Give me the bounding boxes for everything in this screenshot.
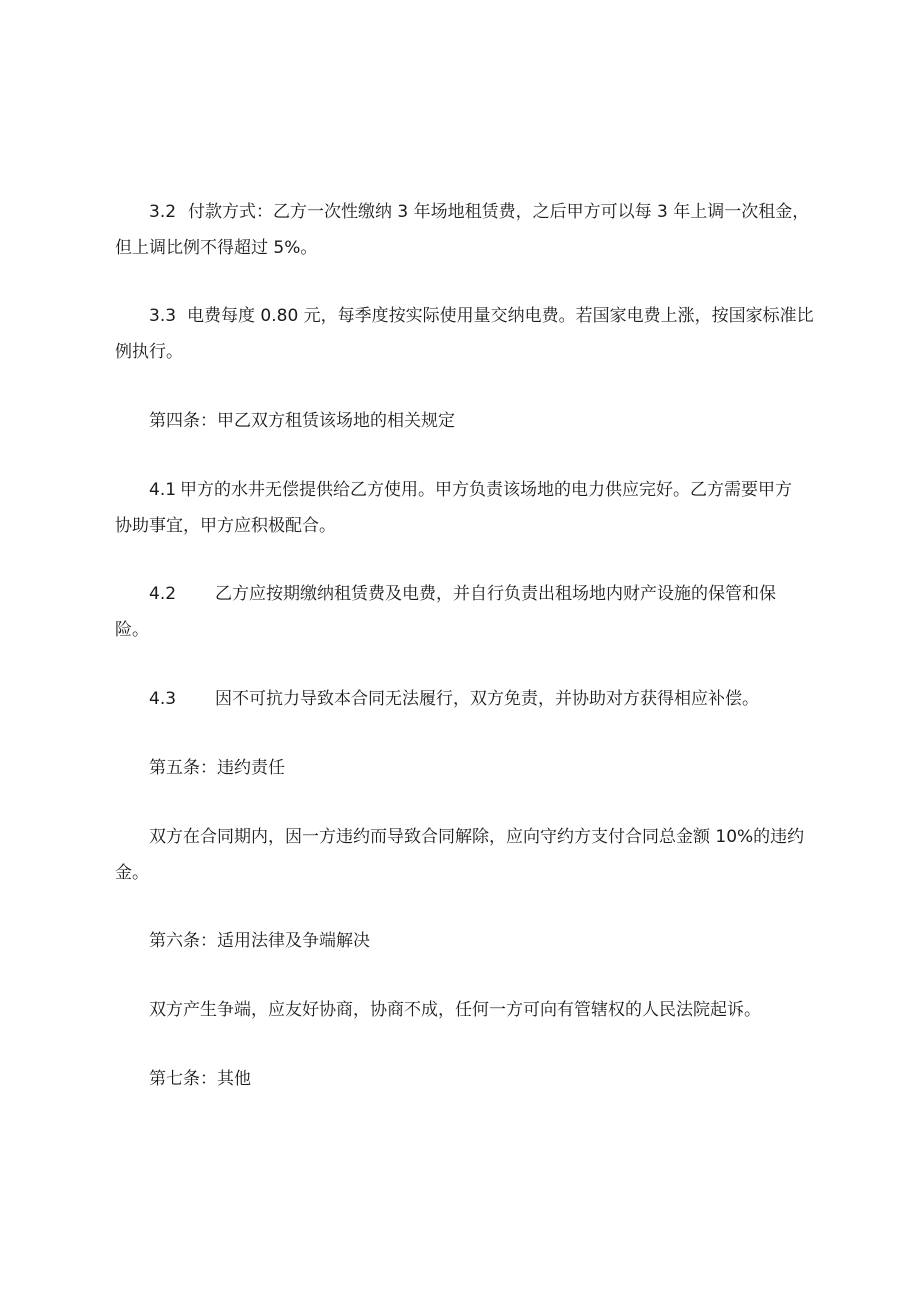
clause-3-3-line-2: 例执行。 — [115, 342, 183, 362]
clause-4-1-line-2: 协助事宜，甲方应积极配合。 — [115, 516, 336, 536]
clause-number: 4.1 — [149, 480, 177, 500]
clause-4-3-line-1 — [149, 688, 759, 710]
article-7-heading: 第七条：其他 — [149, 1069, 251, 1089]
clause-4-2-line-2: 险。 — [115, 620, 149, 640]
clause-text: 因不可抗力导致本合同无法履行，双方免责，并协助对方获得相应补偿。 — [215, 689, 759, 709]
dispute-paragraph: 双方产生争端，应友好协商，协商不成，任何一方可向有管辖权的人民法院起诉。 — [149, 1000, 761, 1020]
clause-number: 4.2 — [149, 584, 177, 604]
breach-paragraph-line-1: 双方在合同期内，因一方违约而导致合同解除，应向守约方支付合同总金额 10%的违约 — [149, 827, 805, 847]
clause-number: 3.2 — [149, 202, 177, 222]
clause-text: 电费每度 0.80 元，每季度按实际使用量交纳电费。若国家电费上涨，按国家标准比 — [187, 306, 814, 326]
clause-text: 付款方式：乙方一次性缴纳 3 年场地租赁费，之后甲方可以每 3 年上调一次租金， — [188, 202, 810, 222]
clause-text: 甲方的水井无偿提供给乙方使用。甲方负责该场地的电力供应完好。乙方需要甲方 — [180, 480, 792, 500]
clause-3-2-line-2: 但上调比例不得超过 5%。 — [115, 238, 318, 258]
article-6-heading: 第六条：适用法律及争端解决 — [149, 931, 370, 951]
clause-4-1-line-1 — [149, 479, 792, 501]
clause-3-3-line-1 — [149, 305, 814, 327]
article-4-heading: 第四条：甲乙双方租赁该场地的相关规定 — [149, 411, 455, 431]
breach-paragraph-line-2: 金。 — [115, 863, 149, 883]
clause-4-2-line-1 — [149, 583, 776, 605]
clause-number: 4.3 — [149, 689, 177, 709]
article-5-heading: 第五条：违约责任 — [149, 758, 285, 778]
clause-3-2-line-1 — [149, 201, 809, 223]
clause-text: 乙方应按期缴纳租赁费及电费，并自行负责出租场地内财产设施的保管和保 — [215, 584, 776, 604]
clause-number: 3.3 — [149, 306, 177, 326]
